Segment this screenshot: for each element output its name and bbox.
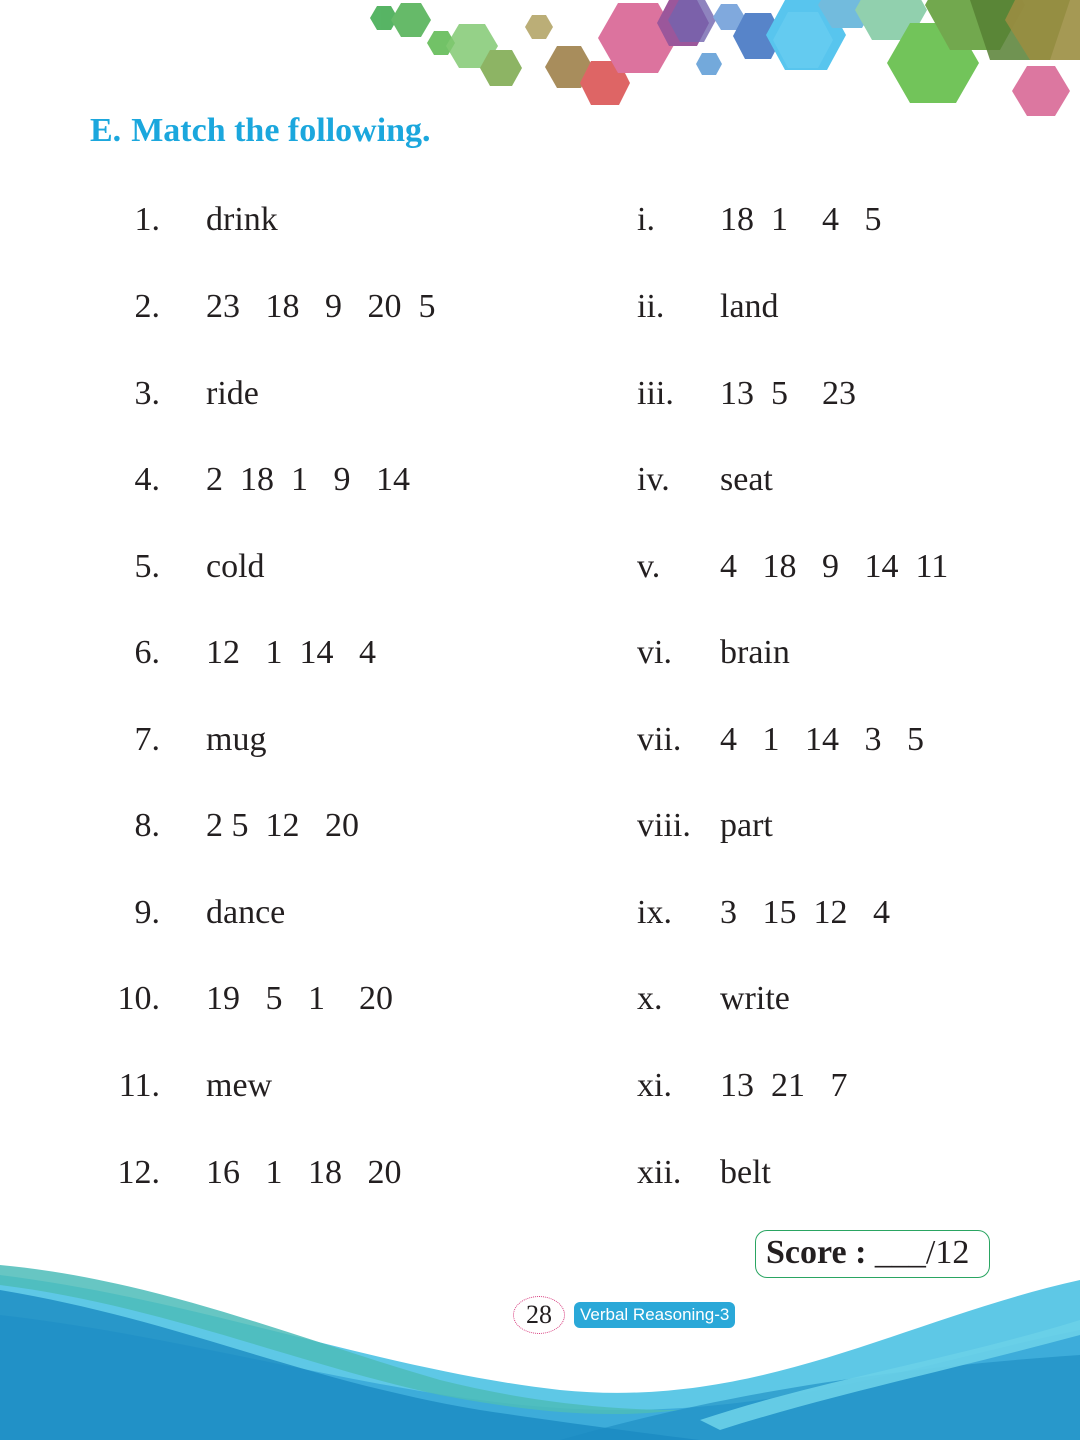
right-item-text: brain bbox=[720, 634, 790, 671]
left-item-number: 7. bbox=[134, 721, 160, 758]
score-box bbox=[755, 1230, 990, 1278]
right-item-numeral: xi. bbox=[637, 1067, 672, 1104]
right-item-numeral: iii. bbox=[637, 375, 674, 412]
section-heading bbox=[90, 112, 431, 150]
left-item-text: dance bbox=[206, 894, 286, 931]
left-item-number: 8. bbox=[134, 807, 160, 844]
left-item-number: 2. bbox=[134, 288, 160, 325]
right-item-numeral: xii. bbox=[637, 1154, 682, 1191]
left-item-text: mug bbox=[206, 721, 267, 758]
section-letter: E. bbox=[90, 112, 122, 149]
left-item-text: 19 5 1 20 bbox=[206, 980, 393, 1017]
right-item-text: 18 1 4 5 bbox=[720, 201, 882, 238]
right-item-text: 4 1 14 3 5 bbox=[720, 721, 924, 758]
left-item-number: 4. bbox=[134, 461, 160, 498]
right-item-numeral: i. bbox=[637, 201, 655, 238]
right-item-numeral: ii. bbox=[637, 288, 665, 325]
right-item-text: part bbox=[720, 807, 773, 844]
right-item-text: seat bbox=[720, 461, 773, 498]
right-item-text: 4 18 9 14 11 bbox=[720, 548, 949, 585]
left-item-number: 1. bbox=[134, 201, 160, 238]
left-item-text: 2 5 12 20 bbox=[206, 807, 359, 844]
section-title: Match the following. bbox=[131, 112, 431, 149]
left-item-number: 9. bbox=[134, 894, 160, 931]
left-item-number: 12. bbox=[117, 1154, 160, 1191]
score-label: Score : bbox=[766, 1234, 867, 1271]
left-item-text: ride bbox=[206, 375, 259, 412]
left-item-number: 10. bbox=[117, 980, 160, 1017]
right-item-numeral: x. bbox=[637, 980, 663, 1017]
right-item-numeral: vii. bbox=[637, 721, 682, 758]
right-item-text: write bbox=[720, 980, 790, 1017]
hexagon-decoration bbox=[0, 0, 1080, 130]
left-item-number: 11. bbox=[118, 1067, 160, 1104]
left-item-text: 12 1 14 4 bbox=[206, 634, 376, 671]
left-item-text: 2 18 1 9 14 bbox=[206, 461, 410, 498]
score-value: ___/12 bbox=[866, 1234, 970, 1271]
left-item-text: 23 18 9 20 5 bbox=[206, 288, 436, 325]
right-item-text: belt bbox=[720, 1154, 771, 1191]
page-number: 28 bbox=[513, 1296, 565, 1334]
right-item-numeral: iv. bbox=[637, 461, 670, 498]
left-item-text: cold bbox=[206, 548, 265, 585]
book-title-badge: Verbal Reasoning-3 bbox=[574, 1302, 735, 1328]
wave-decoration bbox=[0, 1260, 1080, 1440]
right-item-numeral: vi. bbox=[637, 634, 672, 671]
left-item-text: 16 1 18 20 bbox=[206, 1154, 402, 1191]
right-item-numeral: viii. bbox=[637, 807, 691, 844]
right-item-text: land bbox=[720, 288, 779, 325]
left-item-text: drink bbox=[206, 201, 278, 238]
right-item-text: 13 5 23 bbox=[720, 375, 856, 412]
right-item-numeral: v. bbox=[637, 548, 661, 585]
left-item-number: 3. bbox=[134, 375, 160, 412]
right-item-text: 3 15 12 4 bbox=[720, 894, 890, 931]
left-item-text: mew bbox=[206, 1067, 273, 1104]
right-item-text: 13 21 7 bbox=[720, 1067, 848, 1104]
left-item-number: 6. bbox=[134, 634, 160, 671]
left-item-number: 5. bbox=[134, 548, 160, 585]
right-item-numeral: ix. bbox=[637, 894, 672, 931]
